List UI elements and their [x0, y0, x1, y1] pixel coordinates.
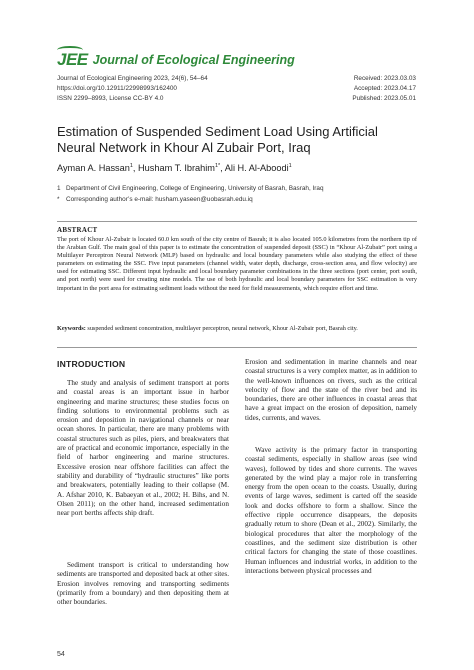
journal-header: [57, 50, 295, 70]
corresponding-author: * Corresponding author’s e-mail: husham.yaseen@uobasrah.edu.iq: [57, 196, 253, 203]
keywords: [57, 325, 417, 333]
author-mark: 1*: [214, 163, 221, 169]
author-mark: 1: [288, 163, 292, 169]
section-heading-introduction: INTRODUCTION: [57, 359, 126, 369]
issn: ISSN 2299–8993, License CC-BY 4.0: [57, 95, 164, 102]
author-name: Ali H. Al-Aboodi: [224, 163, 289, 174]
author-mark: 1: [129, 163, 133, 169]
affiliations: [57, 183, 417, 205]
affiliation-line: 1 Department of Civil Engineering, College of Engineering, University of Basrah, Basrah, Iraq: [57, 185, 324, 192]
accepted-date: Accepted: 2023.04.17: [353, 85, 416, 92]
right-column-paragraph-1: Erosion and sedimentation in marine channels and near coastal structures is a very complex matter, as in addition to the well-known influences on rivers, such as the critical velocity of flow and the state of the river bed and its boundaries, there are other influences in coastal areas that have a great impact on the erosion of deposition, namely tides, currents, and waves.: [245, 358, 417, 422]
abstract-heading: ABSTRACT: [57, 226, 98, 234]
right-column-paragraph-2: Wave activity is the primary factor in transporting coastal sediments, especially in shallow areas (see wind waves), followed by tides and shore currents. The waves generated by the wind play a major role in transferring energy from the open ocean to the coasts. Usually, during events of large waves, sediment is carted off the seaside look and docks offshore to form a shallow. Since the effective ripple occurrence disappears, the deposits gradually return to shore (Dean et al., 2002). Similarly, the biological procedures that alter the morphology of the coastlines, and the sediment size distribution is other critical factors for changing the state of those coastlines. Human influences and industrial works, in addition to the interactions between physical processes and: [245, 446, 417, 575]
journal-name: Journal of Ecological Engineering: [92, 53, 295, 67]
article-dates: [352, 74, 416, 104]
doi-link[interactable]: https://doi.org/10.12911/22998993/162400: [57, 85, 177, 92]
page-number: 54: [57, 651, 65, 658]
author-name: Husham T. Ibrahim: [138, 163, 215, 174]
journal-logo: JEE: [57, 50, 88, 70]
received-date: Received: 2023.03.03: [353, 75, 416, 82]
author-list: Ayman A. Hassan$^1$, Husham T. Ibrahim$^{1*}$, Ali H. Al-Aboodi$^1$: [57, 163, 292, 174]
abstract-text: The port of Khour Al-Zubair is located 60.0 km south of the city centre of Basrah; it is also located 105.0 kilometres from the northern tip of the Arabian Gulf. The main goal of this paper is to estimate the concentration of suspended deposit (SSC) in “Khour Al-Zubair” port using a Multilayer Perceptron Neural Network (MLP) based on hydraulic and local boundary parameters while also studying the effect of these parameters on estimating the SSC. Five input parameters (channel width, water depth, discharge, cross-section area, and flow velocity) are used for estimating SSC. Different input hydraulic and local boundary parameter combinations in the three sections (port center, port south, and port north) were used for creating nine models. The use of both hydraulic and local boundary parameters for SSC estimation is very important in the port area for estimating sediment loads without the need for field measurements, which require effort and time.: [57, 236, 417, 292]
journal-meta: [57, 74, 208, 104]
logo-swoosh-icon: [57, 46, 83, 54]
keywords-list: suspended sediment concentration, multilayer perceptron, neural network, Khour Al-Zubair port, Basrah city.: [87, 325, 358, 332]
published-date: Published: 2023.05.01: [352, 95, 416, 102]
article-title: Estimation of Suspended Sediment Load Using Artificial Neural Network in Khour Al Zubair Port, Iraq: [57, 124, 378, 155]
left-column-paragraph-2: Sediment transport is critical to understanding how sediments are transported and deposited back at other sites. Erosion involves removing and transporting sediments (primarily from a boundary) and then depositing them at other boundaries.: [57, 561, 229, 607]
citation: Journal of Ecological Engineering 2023, 24(6), 54–64: [57, 75, 208, 82]
author-name: Ayman A. Hassan: [57, 163, 130, 174]
keywords-label: Keywords:: [57, 325, 86, 332]
left-column-paragraph-1: The study and analysis of sediment transport at ports and coastal areas is an important issue in harbor engineering and marine structures; these studies focus on finding solutions to environmental problems such as erosion and deposition in navigational channels or near ocean shores. In particular, there are many problems with coastal structures such as piles, piers, and breakwaters that are of practical and economic importance, especially in the field of harbor engineering and marine structures. Excessive erosion near offshore facilities can affect the stability and durability of “hydraulic structures” like ports and breakwaters, potentially leading to their collapse (M. A. Afshar 2010, K. Babaeyan et al., 2002; H. Bihs, and N. Olsen 2011); on the other hand, increased sedimentation near port berths affects ship draft.: [57, 379, 229, 518]
